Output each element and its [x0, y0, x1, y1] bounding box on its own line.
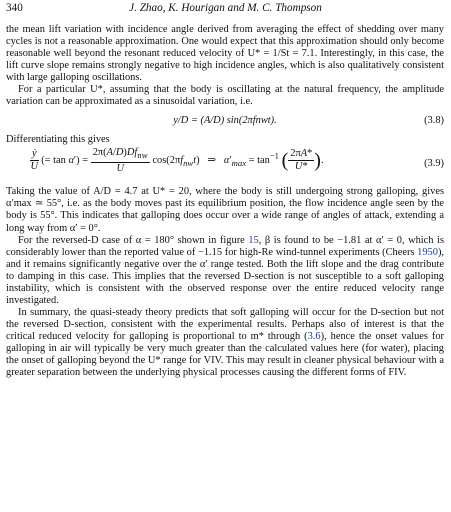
page-number: 340	[6, 2, 23, 14]
paragraph-2: For a particular U*, assuming that the body is oscillating at the natural frequency, the amplitude variation can be approximated as a sinusoidal variation, i.e.	[6, 84, 444, 108]
figure-15-link[interactable]: 15	[248, 234, 259, 246]
citation-cheers-1950-link[interactable]: 1950	[417, 246, 438, 258]
equation-3-6-link[interactable]: 3.6	[307, 330, 321, 342]
equation-3-8	[6, 110, 444, 132]
running-header	[6, 2, 445, 18]
equation-3-8-formula: y/D = (A/D) sin(2πfnwt).	[173, 115, 277, 127]
running-head-authors: J. Zhao, K. Hourigan and M. C. Thompson	[129, 2, 322, 14]
main-text	[6, 24, 444, 379]
differentiating-text: Differentiating this gives	[6, 134, 110, 146]
equation-3-9-formula: $\frac{\text{ẏ}}{U}$ (= tan α′) = $\frac{2\pi(A/D)Df_{nw}}{U}$ $\cos(2\pi f_{nw}t)$ ⇒ $\alpha'_{max} = \tan^{-1}$ ( $\frac{2\pi A*}{U*}$ ).	[30, 147, 324, 174]
paragraph-5: In summary, the quasi-steady theory predicts that soft galloping will occur for the D-section but not the reversed D-section, consistent with the experimental results. Perhaps also of interest is that the critical reduced velocity for galloping is proportional to m* through (3.6), hence the onset values for galloping in air will typically be very much greater than the calculated values here (for water), placing the onset of galloping beyond the U* range for VIV. This may result in cleaner physical behaviour with a greater separation between the underlying physical processes causing the different forms of FIV.	[6, 306, 445, 379]
equation-3-8-number: (3.8)	[424, 115, 444, 127]
paragraph-3: Taking the value of A/D = 4.7 at U* = 20, where the body is still undergoing strong galloping, gives α′max ≃ 55°, i.e. as the body moves past its equilibrium position, the flow incidence angle seen by the body is 55°. This indicates that galloping does occur over a wide range of angles of attack, extending a long way from α′ = 0°.	[6, 186, 444, 234]
equation-3-9	[6, 147, 444, 183]
paragraph-1: the mean lift variation with incidence angle derived from averaging the effect of shedding over many cycles is not a reasonable approximation. One would expect that this approximation should only become reasonable well beyond the resonant reduced velocity of U* = 1/St = 7.1. Interestingly, in this case, the lift curve slope remains strongly negative to high incidence angles, which is also qualitatively consistent with large galloping oscillations.	[6, 24, 444, 84]
equation-3-9-number: (3.9)	[424, 158, 444, 170]
paragraph-4: For the reversed-D case of α = 180° shown in figure 15, β is found to be −1.81 at α′ = 0, which is considerably lower than the reported value of −1.15 for high-Re wind-tunnel experiments (Cheers 1950), and it remains significantly negative over the α′ range tested. Both the lift slope and the drag contribute to damping in this case. This implies that the reversed D-section is not susceptible to a soft galloping instability, which is consistent with the observed response over the entire reduced velocity range investigated.	[6, 234, 444, 306]
